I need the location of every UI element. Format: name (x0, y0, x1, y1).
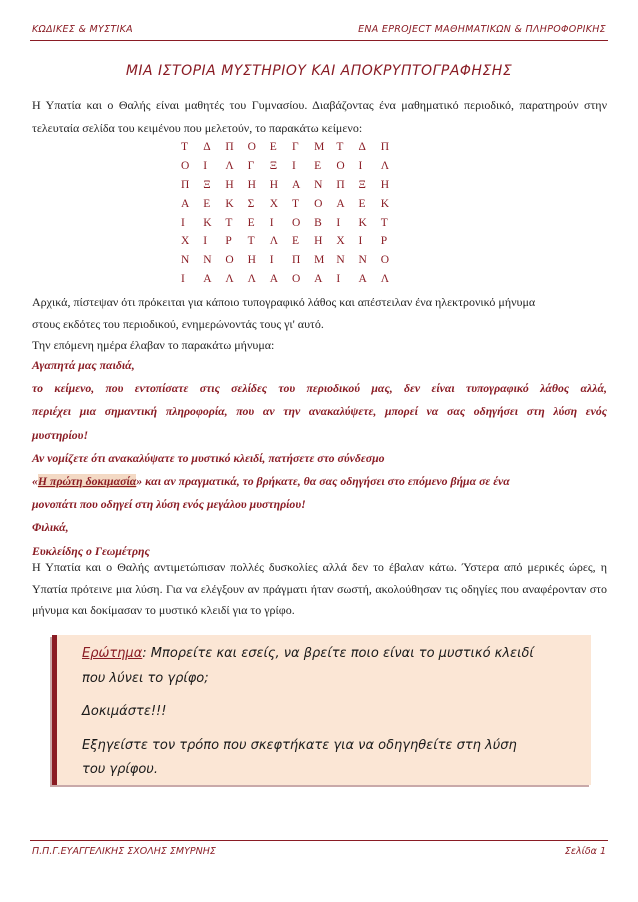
grid-letter: Ο (225, 254, 234, 267)
grid-letter: Π (181, 178, 190, 191)
grid-letter: Α (269, 273, 279, 286)
grid-letter: Ε (358, 197, 366, 210)
question-line-1 (82, 642, 570, 667)
grid-letter: Ι (269, 254, 274, 267)
grid-letter: Η (247, 178, 256, 191)
grid-letter: Ρ (225, 235, 232, 248)
grid-letter: Ι (358, 235, 363, 248)
try-text: Δοκιμάστε!!! (82, 704, 167, 719)
message-line-6: μονοπάτι που οδηγεί στη λύση ενός μεγάλου μυστηρίου! (32, 497, 306, 512)
grid-letter: Ν (358, 254, 367, 267)
message-signature: Ευκλείδης ο Γεωμέτρης (32, 543, 150, 558)
grid-letter: Ι (203, 159, 208, 172)
grid-letter: Β (314, 216, 322, 229)
grid-letter: Ν (314, 178, 323, 191)
grid-letter: Α (181, 197, 190, 210)
grid-letter: Η (314, 235, 323, 248)
message-line-3: μυστηρίου! (32, 427, 89, 442)
grid-letter: Ν (181, 254, 190, 267)
grid-letter: Ρ (380, 235, 388, 248)
grid-letter: Κ (358, 216, 367, 229)
quote-open: « (32, 474, 38, 489)
grid-letter: Α (291, 178, 301, 191)
question-text: : Μπορείτε και εσείς, να βρείτε ποιο είναι το μυστικό κλειδί (142, 646, 534, 661)
grid-letter: Τ (291, 197, 299, 210)
grid-row (181, 198, 403, 217)
message-line-1: το κείμενο, που εντοπίσατε στις σελίδες του περιοδικού μας, δεν είναι τυπογραφικό λάθος αλλά, (32, 381, 607, 396)
grid-letter: Ι (181, 216, 185, 229)
grid-letter: Ε (314, 159, 322, 172)
grid-row (181, 235, 403, 254)
grid-letter: Ε (291, 235, 299, 248)
grid-letter: Τ (225, 216, 233, 229)
grid-letter: Ε (203, 197, 211, 210)
grid-letter: Κ (380, 197, 389, 210)
grid-row (181, 254, 403, 273)
grid-letter: Η (247, 254, 256, 267)
grid-letter: Ο (380, 254, 389, 267)
grid-letter: Λ (380, 159, 390, 172)
grid-letter: Ο (181, 159, 190, 172)
grid-letter: Ν (336, 254, 345, 267)
grid-letter: Ι (203, 235, 208, 248)
grid-letter: Ξ (358, 178, 366, 191)
message-line-4: Αν νομίζετε ότι ανακαλύψατε το μυστικό κλειδί, πατήσετε στο σύνδεσμο (32, 450, 385, 465)
grid-letter: Ι (336, 216, 341, 229)
grid-letter: Γ (247, 159, 255, 172)
grid-row (181, 141, 403, 160)
message-closing: Φιλικά, (32, 520, 69, 535)
grid-letter: Ο (314, 197, 323, 210)
grid-letter: Κ (225, 197, 234, 210)
response-line-3: Την επόμενη ημέρα έλαβαν το παρακάτω μήνυμα: (32, 338, 275, 352)
grid-row (181, 160, 403, 179)
editor-message (32, 354, 607, 563)
grid-letter: Λ (225, 273, 234, 286)
grid-letter: Ι (336, 273, 341, 286)
grid-letter: Π (336, 178, 345, 191)
grid-letter: Χ (269, 197, 279, 210)
page-footer (32, 846, 606, 857)
grid-letter: Τ (380, 216, 388, 229)
grid-letter: Η (380, 178, 389, 191)
page-header (32, 24, 606, 35)
letter-grid (181, 141, 403, 292)
grid-letter: Τ (336, 141, 344, 153)
grid-letter: Ο (247, 141, 256, 153)
grid-letter: Ξ (269, 159, 278, 172)
grid-letter: Δ (203, 141, 211, 153)
grid-letter: Ξ (203, 178, 211, 191)
message-greeting: Αγαπητά μας παιδιά, (32, 358, 135, 372)
footer-left: Π.Π.Γ.ΕΥΑΓΓΕΛΙΚΗΣ ΣΧΟΛΗΣ ΣΜΥΡΝΗΣ (32, 846, 216, 857)
header-divider (30, 40, 608, 41)
explain-line-1: Εξηγείστε τον τρόπο που σκεφτήκατε για να οδηγηθείτε στη λύση (82, 737, 517, 753)
response-line-2: στους εκδότες του περιοδικού, ενημερώνοντάς τους γι' αυτό. (32, 316, 324, 331)
grid-letter: Σ (247, 197, 255, 210)
response-line-1: Αρχικά, πίστεψαν ότι πρόκειται για κάποιο τυπογραφικό λάθος και απέστειλαν ένα ηλεκτρονικό μήνυμα (32, 295, 536, 309)
first-challenge-link[interactable]: Η πρώτη δοκιμασία (37, 474, 137, 489)
grid-letter: Χ (336, 235, 345, 248)
grid-letter: Δ (358, 141, 366, 153)
grid-letter: Τ (247, 235, 255, 248)
grid-letter: Κ (203, 216, 212, 229)
question-line-2: που λύνει το γρίφο; (82, 670, 209, 686)
grid-letter: Ο (336, 159, 345, 172)
grid-letter: Α (203, 273, 212, 286)
story-paragraph: Η Υπατία και ο Θαλής αντιμετώπισαν πολλές δυσκολίες αλλά δεν το έβαλαν κάτω. Ύστερα από μερικές ώρες, η Υπατία πρότεινε μια λύση. Για να ελέγξουν αν πράγματι ήταν σωστή, ακολούθησαν τις οδηγίες που αναφέρονταν στο μήνυμα και δοκίμασαν το μυστικό κλειδί για το γρίφο. (32, 560, 607, 617)
grid-letter: Γ (291, 141, 299, 153)
message-line-5-rest: » και αν πραγματικά, το βρήκατε, θα σας οδηγήσει στο επόμενο βήμα σε ένα (136, 474, 510, 489)
grid-letter: Ι (358, 159, 363, 172)
grid-letter: Α (336, 197, 345, 210)
grid-letter: Ο (291, 216, 301, 229)
grid-letter: Ε (269, 141, 277, 153)
grid-letter: Μ (314, 141, 325, 153)
header-left: ΚΩΔΙΚΕΣ & ΜΥΣΤΙΚΑ (32, 24, 133, 35)
grid-letter: Π (225, 141, 234, 153)
question-box-content (82, 642, 570, 783)
page-number: Σελίδα 1 (564, 846, 606, 857)
grid-letter: Α (358, 273, 367, 286)
grid-letter: Λ (247, 273, 256, 286)
grid-letter: Μ (314, 254, 325, 267)
grid-letter: Χ (181, 235, 190, 248)
grid-row (181, 217, 403, 236)
grid-letter: Λ (225, 159, 234, 172)
message-line-5 (32, 470, 607, 493)
grid-letter: Ι (291, 159, 296, 172)
grid-letter: Τ (181, 141, 189, 153)
grid-letter: Λ (269, 235, 279, 248)
grid-letter: Ν (203, 254, 212, 267)
grid-letter: Π (380, 141, 389, 153)
grid-letter: Λ (380, 273, 390, 286)
grid-letter: Ι (269, 216, 274, 229)
explain-line-2: του γρίφου. (82, 762, 158, 777)
footer-divider (30, 840, 608, 841)
grid-row (181, 273, 403, 292)
intro-paragraph: Η Υπατία και ο Θαλής είναι μαθητές του Γυμνασίου. Διαβάζοντας ένα μαθηματικό περιοδικό, παρατηρούν στην τελευταία σελίδα του κειμένου που μελετούν, το παρακάτω κείμενο: (32, 98, 607, 135)
grid-row (181, 179, 403, 198)
grid-letter: Α (314, 273, 323, 286)
grid-letter: Ι (181, 273, 185, 286)
header-right: ΕΝΑ EPROJECT ΜΑΘΗΜΑΤΙΚΩΝ & ΠΛΗΡΟΦΟΡΙΚΗΣ (358, 24, 606, 35)
response-paragraph (32, 292, 607, 357)
grid-letter: Ε (247, 216, 255, 229)
question-label: Ερώτημα (82, 646, 143, 661)
grid-letter: Η (225, 178, 234, 191)
page-title: ΜΙΑ ΙΣΤΟΡΙΑ ΜΥΣΤΗΡΙΟΥ ΚΑΙ ΑΠΟΚΡΥΠΤΟΓΡΑΦΗΣΗΣ (125, 63, 513, 79)
grid-letter: Η (269, 178, 279, 191)
grid-letter: Π (291, 254, 301, 267)
grid-letter: Ο (291, 273, 301, 286)
message-line-2: περιέχει μια σημαντική πληροφορία, που αν την ανακαλύψετε, μπορεί να σας οδηγήσει στη λύση ενός (32, 404, 607, 419)
